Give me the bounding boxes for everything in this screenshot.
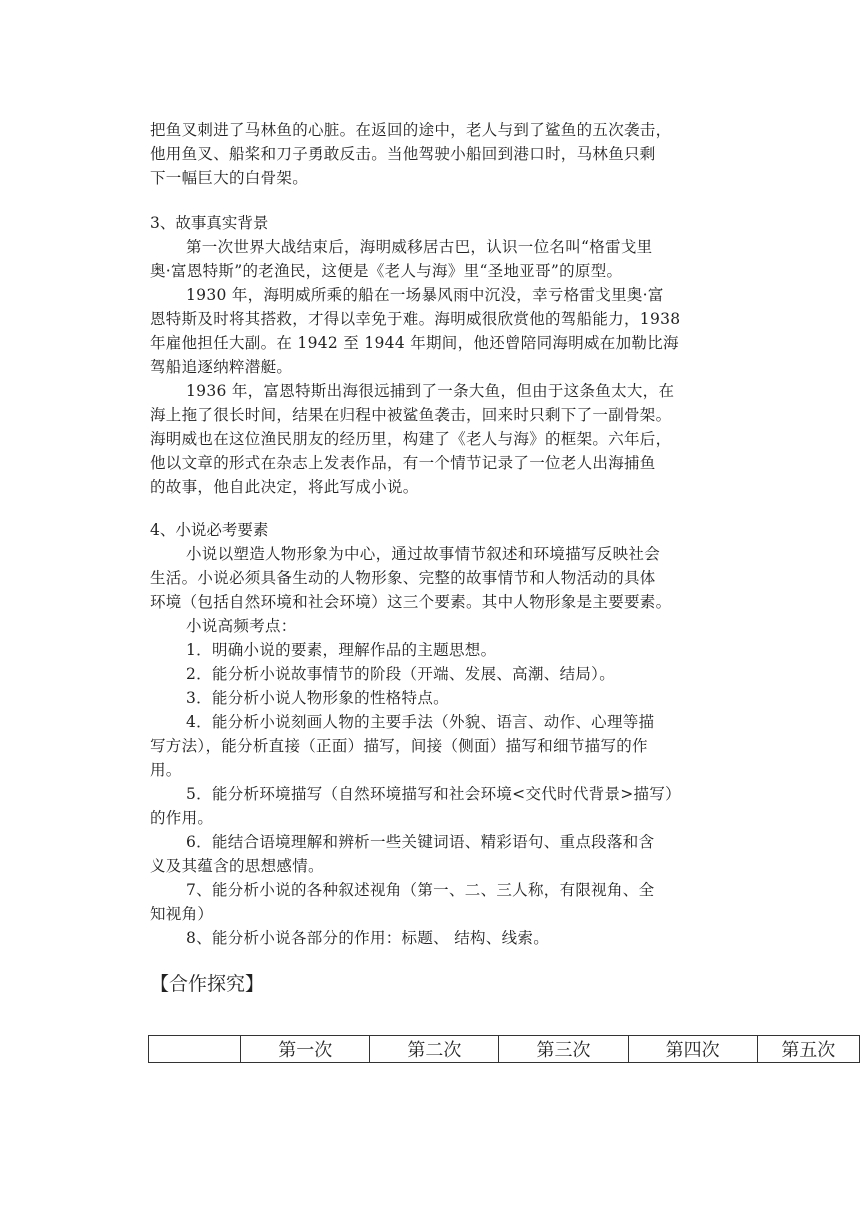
background-line-7: 1936 年，富恩特斯出海很远捕到了一条大鱼，但由于这条鱼太大，在 bbox=[186, 382, 675, 400]
elements-line-11: 5．能分析环境描写（自然环境描写和社会环境<交代时代背景>描写） bbox=[186, 785, 681, 803]
story-line-2: 他用鱼叉、船桨和刀子勇敢反击。当他驾驶小船回到港口时，马林鱼只剩 bbox=[150, 145, 656, 163]
elements-line-14: 义及其蕴含的思想感情。 bbox=[150, 857, 324, 875]
elements-line-7: 3．能分析小说人物形象的性格特点。 bbox=[186, 689, 449, 707]
elements-line-4: 小说高频考点： bbox=[186, 617, 297, 635]
attack-table bbox=[148, 1035, 860, 1063]
table-header-second: 第二次 bbox=[370, 1036, 499, 1063]
background-line-2: 奥·富恩特斯”的老渔民，这便是《老人与海》里“圣地亚哥”的原型。 bbox=[150, 262, 623, 280]
elements-line-17: 8、能分析小说各部分的作用：标题、 结构、线索。 bbox=[186, 929, 549, 947]
elements-line-5: 1．明确小说的要素，理解作品的主题思想。 bbox=[186, 641, 497, 659]
table-header-fourth: 第四次 bbox=[628, 1036, 757, 1063]
section-heading-elements: 4、小说必考要素 bbox=[150, 521, 269, 539]
elements-line-8: 4．能分析小说刻画人物的主要手法（外貌、语言、动作、心理等描 bbox=[186, 713, 655, 731]
background-line-11: 的故事，他自此决定，将此写成小说。 bbox=[150, 478, 419, 496]
background-line-9: 海明威也在这位渔民朋友的经历里，构建了《老人与海》的框架。六年后， bbox=[150, 430, 672, 448]
elements-line-2: 生活。小说必须具备生动的人物形象、完整的故事情节和人物活动的具体 bbox=[150, 569, 656, 587]
table-header-first: 第一次 bbox=[241, 1036, 370, 1063]
background-line-4: 恩特斯及时将其搭救，才得以幸免于难。海明威很欣赏他的驾船能力，1938 bbox=[150, 310, 681, 328]
table-header-third: 第三次 bbox=[499, 1036, 628, 1063]
background-line-6: 驾船追逐纳粹潜艇。 bbox=[150, 358, 293, 376]
background-line-5: 年雇他担任大副。在 1942 至 1944 年期间，他还曾陪同海明威在加勒比海 bbox=[150, 334, 679, 352]
elements-line-9: 写方法），能分析直接（正面）描写，间接（侧面）描写和细节描写的作 bbox=[150, 737, 648, 755]
story-line-1: 把鱼叉刺进了马林鱼的心脏。在返回的途中，老人与到了鲨鱼的五次袭击， bbox=[150, 121, 672, 139]
elements-line-15: 7、能分析小说的各种叙述视角（第一、二、三人称，有限视角、全 bbox=[186, 881, 655, 899]
section-heading-background: 3、故事真实背景 bbox=[150, 214, 269, 232]
table-header-blank bbox=[149, 1036, 241, 1063]
elements-line-13: 6．能结合语境理解和辨析一些关键词语、精彩语句、重点段落和含 bbox=[186, 833, 655, 851]
elements-line-6: 2．能分析小说故事情节的阶段（开端、发展、高潮、结局）。 bbox=[186, 665, 616, 683]
background-line-1: 第一次世界大战结束后，海明威移居古巴，认识一位名叫“格雷戈里 bbox=[186, 238, 653, 256]
elements-line-3: 环境（包括自然环境和社会环境）这三个要素。其中人物形象是主要要素。 bbox=[150, 593, 672, 611]
elements-line-1: 小说以塑造人物形象为中心，通过故事情节叙述和环境描写反映社会 bbox=[186, 545, 661, 563]
background-line-10: 他以文章的形式在杂志上发表作品，有一个情节记录了一位老人出海捕鱼 bbox=[150, 454, 656, 472]
table-header-fifth: 第五次 bbox=[757, 1036, 859, 1063]
background-line-8: 海上拖了很长时间，结果在归程中被鲨鱼袭击，回来时只剩下了一副骨架。 bbox=[150, 406, 672, 424]
story-line-3: 下一幅巨大的白骨架。 bbox=[150, 169, 309, 187]
elements-line-12: 的作用。 bbox=[150, 809, 214, 827]
elements-line-16: 知视角） bbox=[150, 905, 214, 923]
table-header-row bbox=[149, 1036, 860, 1063]
background-line-3: 1930 年，海明威所乘的船在一场暴风雨中沉没，幸亏格雷戈里奥·富 bbox=[186, 286, 664, 304]
cooperate-heading: 【合作探究】 bbox=[150, 973, 265, 995]
elements-line-10: 用。 bbox=[150, 761, 182, 779]
